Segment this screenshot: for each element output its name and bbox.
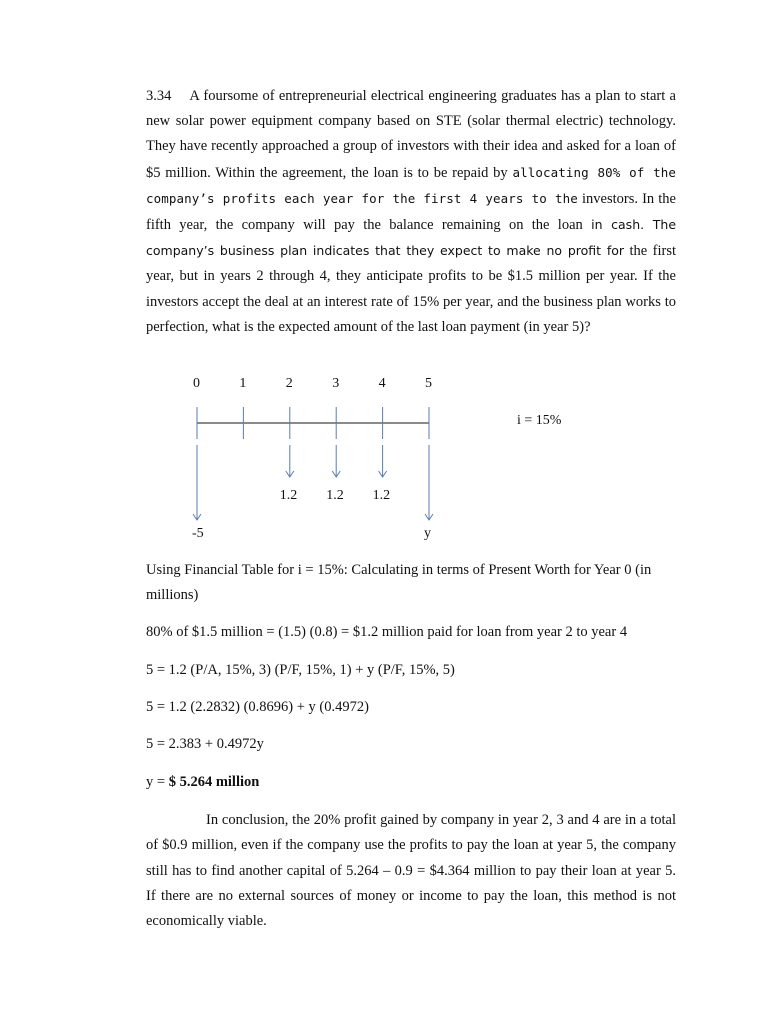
result-line: [146, 774, 259, 791]
cash-flow-label: 1.2: [372, 488, 391, 503]
year-label: 4: [378, 376, 386, 391]
problem-number: 3.34: [146, 88, 172, 104]
cash-flow-label: 1.2: [326, 488, 344, 503]
equation-3: 5 = 1.2 (2.2832) (0.8696) + y (0.4972): [146, 699, 369, 715]
result-value: $ 5.264 million: [168, 774, 260, 790]
problem-line-2: allocating 80% of the company’s profits each year for the first 4 years to the: [146, 164, 677, 206]
problem-line-4: in cash. The company’s business plan indicates that they expect to make no profit for: [146, 217, 677, 259]
year-label: 0: [193, 376, 200, 391]
cash-flow-diagram: [146, 370, 676, 550]
cash-flow-label: -5: [192, 526, 204, 541]
cash-flow-label: 1.2: [279, 488, 298, 503]
interest-rate-label: i = 15%: [517, 413, 562, 428]
year-label: 3: [332, 376, 340, 391]
solution-section: [146, 558, 676, 930]
cash-flow-label: y: [424, 526, 431, 541]
equation-2: 5 = 1.2 (P/A, 15%, 3) (P/F, 15%, 1) + y (P/F, 15%, 5): [146, 662, 455, 678]
problem-line-3: investors. In the fifth year, the company will pay the balance remaining on the loan: [146, 190, 676, 234]
problem-line-1: A foursome of entrepreneurial electrical engineering graduates has a plan to start a new solar power equipment company based on STE (solar thermal electric) technology. They have recently approached a group of investors with their idea and asked for a loan of $5 million. Within the agreement, the loan is to be repaid by: [146, 88, 676, 181]
cash-flow-svg: [146, 370, 676, 550]
equation-1: 80% of $1.5 million = (1.5) (0.8) = $1.2 million paid for loan from year 2 to year 4: [146, 624, 628, 640]
year-label: 2: [285, 376, 293, 391]
problem-text: [146, 84, 676, 340]
equation-4: 5 = 2.383 + 0.4972y: [146, 736, 264, 752]
conclusion-paragraph: In conclusion, the 20% profit gained by company in year 2, 3 and 4 are in a total of $0.9 million, even if the company use the profits to pay the loan at year 5, the company still has to find another capital of 5.264 – 0.9 = $4.364 million to pay their loan at year 5. If there are no external sources of money or income to pay the loan, this method is not economically viable.: [146, 812, 676, 930]
year-label: 5: [425, 376, 432, 391]
year-label: 1: [239, 376, 247, 391]
problem-line-5: the first year, but in years 2 through 4, they anticipate profits to be $1.5 million per year. If the investors accept the deal at an interest rate of 15% per year, and the business plan works to perfection, what is the expected amount of the last loan payment (in year 5)?: [146, 243, 677, 335]
problem-statement: [146, 84, 676, 340]
result-prefix: y =: [146, 774, 169, 790]
solution-intro: Using Financial Table for i = 15%: Calculating in terms of Present Worth for Year 0 (in millions): [146, 562, 652, 603]
